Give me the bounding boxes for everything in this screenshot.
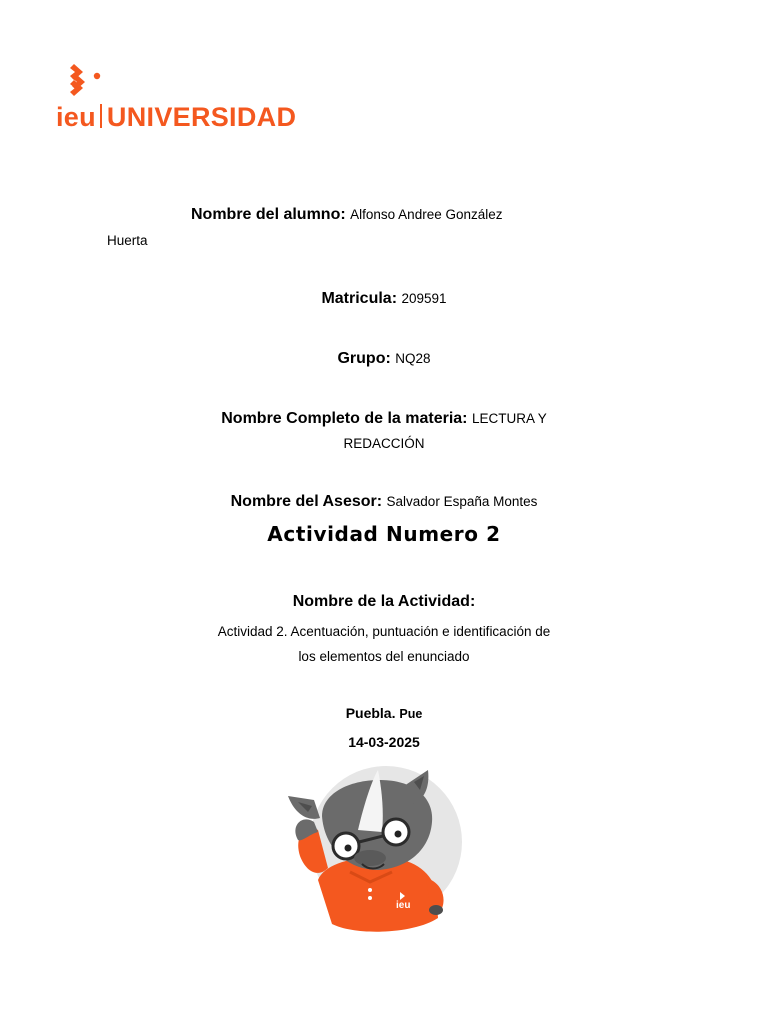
activity-name-value-cont: los elementos del enunciado (298, 649, 470, 664)
asesor-line (0, 492, 768, 511)
place-state: Pue (399, 707, 423, 721)
ieu-universidad-logo (56, 62, 346, 142)
grupo-value: NQ28 (395, 351, 431, 366)
asesor-value: Salvador España Montes (386, 494, 538, 509)
matricula-line (0, 289, 768, 308)
place-city: Puebla. (345, 705, 396, 721)
rhino-mascot-icon (284, 760, 466, 938)
materia-line (0, 409, 768, 428)
student-name-line (191, 205, 503, 224)
activity-title: Actividad Numero 2 (267, 522, 501, 546)
grupo-label: Grupo: (337, 350, 391, 367)
logo-text-universidad: UNIVERSIDAD (106, 102, 297, 132)
logo-text-ieu: ieu (56, 102, 96, 132)
ieu-chevron-logo-icon (64, 62, 104, 106)
grupo-line (0, 349, 768, 368)
activity-name-value: Actividad 2. Acentuación, puntuación e identificación de (217, 624, 551, 639)
matricula-label: Matricula: (321, 290, 398, 307)
student-name-label: Nombre del alumno: (191, 206, 346, 223)
date: 14-03-2025 (348, 734, 420, 750)
logo-wordmark (56, 104, 296, 131)
materia-label: Nombre Completo de la materia: (221, 410, 468, 427)
logo-divider (100, 104, 102, 128)
materia-value-cont: REDACCIÓN (343, 436, 425, 451)
mascot-shirt-logo: ieu (396, 900, 411, 911)
asesor-label: Nombre del Asesor: (230, 493, 383, 510)
place-line (0, 705, 768, 722)
materia-value: LECTURA Y (471, 411, 547, 426)
matricula-value: 209591 (401, 291, 447, 306)
activity-name-label: Nombre de la Actividad: (292, 593, 476, 610)
student-name-value: Alfonso Andree González (350, 207, 503, 222)
student-name-value-cont: Huerta (107, 233, 148, 248)
